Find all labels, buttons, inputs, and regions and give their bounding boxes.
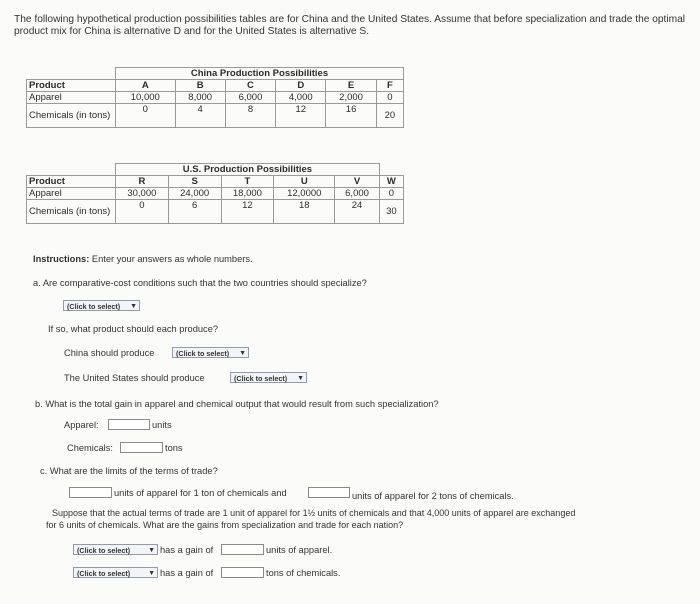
table-row — [27, 200, 404, 224]
table-cell: 8,000 — [175, 92, 225, 104]
problem-intro: The following hypothetical production possibilities tables are for China and the United States. Assume that before specialization and trade the optimal product mix for China is alternative D and for the United States is alternative S. — [14, 14, 686, 37]
gain-chemicals-input[interactable] — [221, 567, 264, 578]
us-col-r: R — [116, 176, 169, 188]
chevron-down-icon: ▼ — [130, 303, 137, 310]
gain-apparel-text: has a gain of — [160, 545, 214, 555]
table-cell: 16 — [326, 104, 376, 128]
us-product-header: Product — [27, 176, 116, 188]
instructions-label: Instructions: — [33, 254, 90, 264]
terms-limit-low-text: units of apparel for 1 ton of chemicals and — [114, 488, 287, 498]
terms-limit-low-input[interactable] — [69, 487, 112, 498]
table-cell: 0 — [116, 200, 169, 224]
suppose-line-1: Suppose that the actual terms of trade are 1 unit of apparel for 1½ units of chemicals and that 4,000 units of apparel are exchanged — [52, 508, 576, 518]
table-cell: 0 — [376, 92, 403, 104]
question-c: c. What are the limits of the terms of trade? — [40, 466, 218, 476]
us-col-t: T — [221, 176, 274, 188]
china-col-b: B — [175, 80, 225, 92]
instructions-text: Enter your answers as whole numbers. — [89, 254, 253, 264]
table-cell: 12 — [276, 104, 326, 128]
table-cell: 4,000 — [276, 92, 326, 104]
gain-apparel-nation-value: (Click to select) — [77, 546, 131, 555]
us-produce-label: The United States should produce — [64, 373, 205, 383]
table-cell: 6,000 — [225, 92, 275, 104]
table-cell: 2,000 — [326, 92, 376, 104]
china-table-caption: China Production Possibilities — [116, 68, 404, 80]
china-row-chemicals-label: Chemicals (in tons) — [27, 104, 116, 128]
instructions — [33, 254, 253, 264]
chemicals-gain-unit: tons — [165, 443, 183, 453]
china-produce-select-value: (Click to select) — [176, 349, 230, 358]
us-col-w: W — [379, 176, 403, 188]
gain-chemicals-nation-value: (Click to select) — [77, 569, 131, 578]
china-col-a: A — [116, 80, 176, 92]
question-b: b. What is the total gain in apparel and chemical output that would result from such specialization? — [35, 399, 439, 409]
us-col-u: U — [274, 176, 335, 188]
table-cell: 24,000 — [168, 188, 221, 200]
table-row — [27, 92, 404, 104]
gain-chemicals-unit: tons of chemicals. — [266, 568, 341, 578]
china-col-d: D — [276, 80, 326, 92]
us-produce-select[interactable] — [230, 372, 307, 383]
gain-apparel-input[interactable] — [221, 544, 264, 555]
question-a-ifso: If so, what product should each produce? — [48, 324, 219, 334]
china-row-apparel-label: Apparel — [27, 92, 116, 104]
table-cell: 20 — [376, 104, 403, 128]
table-cell: 6 — [168, 200, 221, 224]
chemicals-gain-label: Chemicals: — [67, 443, 113, 453]
us-row-apparel-label: Apparel — [27, 188, 116, 200]
table-cell: 30 — [379, 200, 403, 224]
chevron-down-icon: ▼ — [297, 375, 304, 382]
table-cell: 6,000 — [335, 188, 380, 200]
china-col-c: C — [225, 80, 275, 92]
us-col-s: S — [168, 176, 221, 188]
suppose-line-2: for 6 units of chemicals. What are the gains from specialization and trade for each nation? — [46, 520, 404, 530]
apparel-gain-input[interactable] — [108, 419, 150, 430]
table-row — [27, 104, 404, 128]
table-cell: 18,000 — [221, 188, 274, 200]
table-cell: 4 — [175, 104, 225, 128]
us-col-v: V — [335, 176, 380, 188]
china-production-table — [26, 67, 404, 128]
table-cell: 24 — [335, 200, 380, 224]
us-table-caption: U.S. Production Possibilities — [116, 164, 380, 176]
specialize-select-value: (Click to select) — [67, 302, 121, 311]
table-cell: 0 — [379, 188, 403, 200]
table-cell: 10,000 — [116, 92, 176, 104]
terms-limit-high-input[interactable] — [308, 487, 350, 498]
china-col-f: F — [376, 80, 403, 92]
us-production-table — [26, 163, 404, 224]
chevron-down-icon: ▼ — [148, 547, 155, 554]
gain-apparel-nation-select[interactable] — [73, 544, 158, 555]
china-col-e: E — [326, 80, 376, 92]
chemicals-gain-input[interactable] — [120, 442, 163, 453]
apparel-gain-unit: units — [152, 420, 172, 430]
table-cell: 30,000 — [116, 188, 169, 200]
us-row-chemicals-label: Chemicals (in tons) — [27, 200, 116, 224]
us-produce-select-value: (Click to select) — [234, 374, 288, 383]
table-cell: 0 — [116, 104, 176, 128]
table-row — [27, 188, 404, 200]
gain-apparel-unit: units of apparel. — [266, 545, 333, 555]
table-cell: 12 — [221, 200, 274, 224]
table-cell: 12,0000 — [274, 188, 335, 200]
apparel-gain-label: Apparel: — [64, 420, 99, 430]
specialize-select[interactable] — [63, 300, 140, 311]
chevron-down-icon: ▼ — [148, 570, 155, 577]
chevron-down-icon: ▼ — [239, 350, 246, 357]
gain-chemicals-text: has a gain of — [160, 568, 214, 578]
china-product-header: Product — [27, 80, 116, 92]
table-cell: 8 — [225, 104, 275, 128]
question-a: a. Are comparative-cost conditions such that the two countries should specialize? — [33, 278, 367, 288]
china-produce-select[interactable] — [172, 347, 249, 358]
table-cell: 18 — [274, 200, 335, 224]
terms-limit-high-text: units of apparel for 2 tons of chemicals. — [352, 491, 514, 501]
china-produce-label: China should produce — [64, 348, 155, 358]
gain-chemicals-nation-select[interactable] — [73, 567, 158, 578]
